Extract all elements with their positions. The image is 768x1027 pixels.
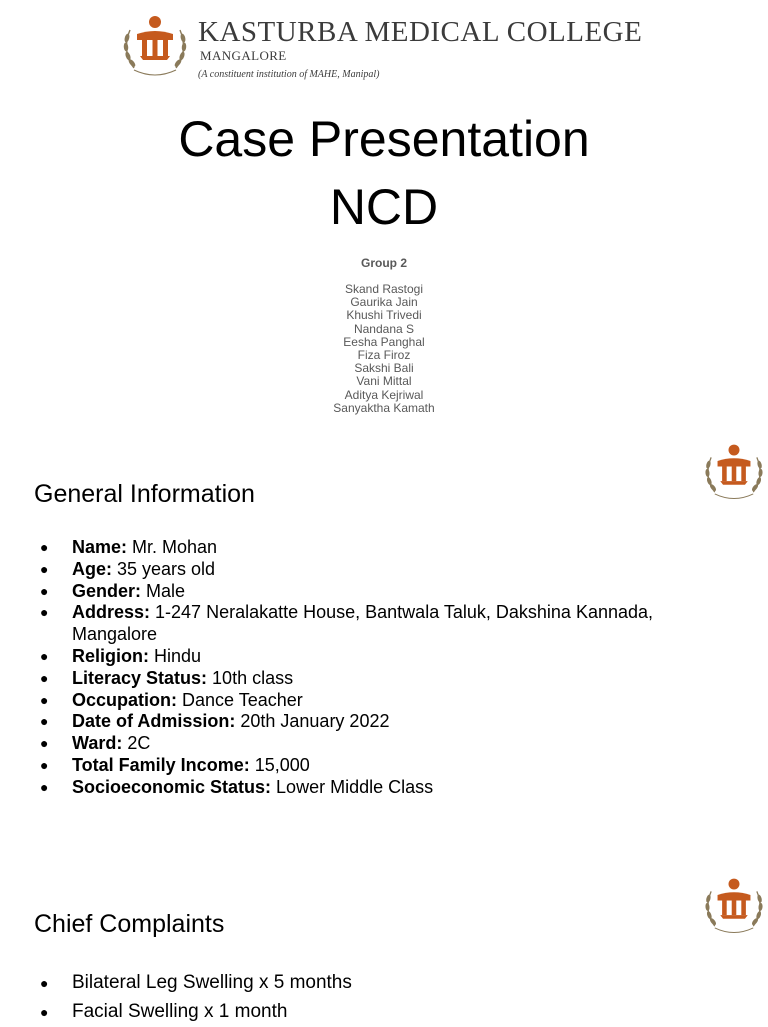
complaint-text: Bilateral Leg Swelling x 5 months xyxy=(72,972,352,993)
field-value: Lower Middle Class xyxy=(271,776,434,797)
field-value: 20th January 2022 xyxy=(235,711,390,732)
institution-city: MANGALORE xyxy=(200,48,287,63)
field-label: Age: xyxy=(72,558,112,579)
list-item xyxy=(0,690,720,712)
list-item xyxy=(0,646,720,668)
slide-title-line2: NCD xyxy=(329,179,439,235)
field-label: Socioeconomic Status: xyxy=(72,776,272,797)
title-slide xyxy=(0,0,768,430)
field-label: Ward: xyxy=(72,733,123,754)
list-item xyxy=(0,581,720,603)
member-name: Eesha Panghal xyxy=(343,334,425,349)
list-item xyxy=(0,559,720,581)
complaint-text: Facial Swelling x 1 month xyxy=(72,1001,288,1022)
field-label: Date of Admission: xyxy=(72,711,236,732)
list-item xyxy=(0,733,720,755)
list-item xyxy=(0,968,720,997)
slide-title-line1: Case Presentation xyxy=(178,111,590,167)
field-value: 35 years old xyxy=(112,558,216,579)
general-information-slide xyxy=(0,430,768,862)
bullet-icon: ● xyxy=(40,735,49,752)
member-name: Nandana S xyxy=(353,321,415,336)
member-name: Gaurika Jain xyxy=(350,295,418,310)
bullet-icon: ● xyxy=(40,560,49,577)
list-item xyxy=(0,997,720,1026)
field-value: Mr. Mohan xyxy=(127,537,218,557)
bullet-icon: ● xyxy=(40,669,49,686)
field-value: 15,000 xyxy=(249,754,310,775)
member-name: Sakshi Bali xyxy=(354,361,414,376)
group-label: Group 2 xyxy=(360,256,407,270)
field-label: Gender: xyxy=(72,580,142,601)
list-item xyxy=(0,777,720,799)
member-name: Sanyaktha Kamath xyxy=(333,400,435,415)
field-label: Literacy Status: xyxy=(72,667,208,688)
list-item xyxy=(0,711,720,733)
institution-name: KASTURBA MEDICAL COLLEGE xyxy=(198,16,643,48)
bullet-icon: ● xyxy=(40,539,49,555)
field-label: Address: xyxy=(72,602,151,623)
member-name: Vani Mittal xyxy=(356,374,412,389)
list-item xyxy=(0,668,720,690)
kmc-emblem-icon xyxy=(702,870,766,942)
member-name: Fiza Firoz xyxy=(357,348,411,363)
field-value: Male xyxy=(141,580,186,601)
field-label: Name: xyxy=(72,537,128,557)
bullet-icon: ● xyxy=(40,647,49,664)
kmc-logo xyxy=(120,10,680,88)
bullet-icon: ● xyxy=(40,756,49,773)
field-label: Religion: xyxy=(72,645,149,666)
chief-complaints-list xyxy=(0,968,720,1026)
field-value: Hindu xyxy=(149,645,202,666)
bullet-icon: ● xyxy=(40,778,49,795)
general-info-list xyxy=(0,537,720,799)
section-heading: Chief Complaints xyxy=(34,910,225,938)
list-item xyxy=(0,537,720,559)
list-item xyxy=(0,755,720,777)
kmc-emblem-icon xyxy=(120,10,190,82)
field-value: Dance Teacher xyxy=(177,689,303,710)
bullet-icon: ● xyxy=(40,713,49,730)
institution-tagline: (A constituent institution of MAHE, Manipal) xyxy=(198,69,380,80)
field-label: Occupation: xyxy=(72,689,178,710)
bullet-icon: ● xyxy=(40,975,49,991)
member-name: Skand Rastogi xyxy=(344,282,424,296)
field-value: 1-247 Neralakatte House, Bantwala Taluk, Dakshina Kannada, Mangalore xyxy=(72,602,654,645)
kmc-emblem-icon xyxy=(702,436,766,508)
field-value: 2C xyxy=(122,733,151,754)
bullet-icon: ● xyxy=(40,1004,49,1020)
list-item xyxy=(0,602,720,646)
member-name: Khushi Trivedi xyxy=(346,308,422,323)
member-list xyxy=(0,283,768,415)
chief-complaints-slide xyxy=(0,862,768,1024)
section-heading: General Information xyxy=(34,480,255,508)
bullet-icon: ● xyxy=(40,582,49,599)
bullet-icon: ● xyxy=(40,691,49,708)
field-value: 10th class xyxy=(207,667,294,688)
field-label: Total Family Income: xyxy=(72,754,250,775)
member-name: Aditya Kejriwal xyxy=(344,387,424,402)
bullet-icon: ● xyxy=(40,604,49,621)
